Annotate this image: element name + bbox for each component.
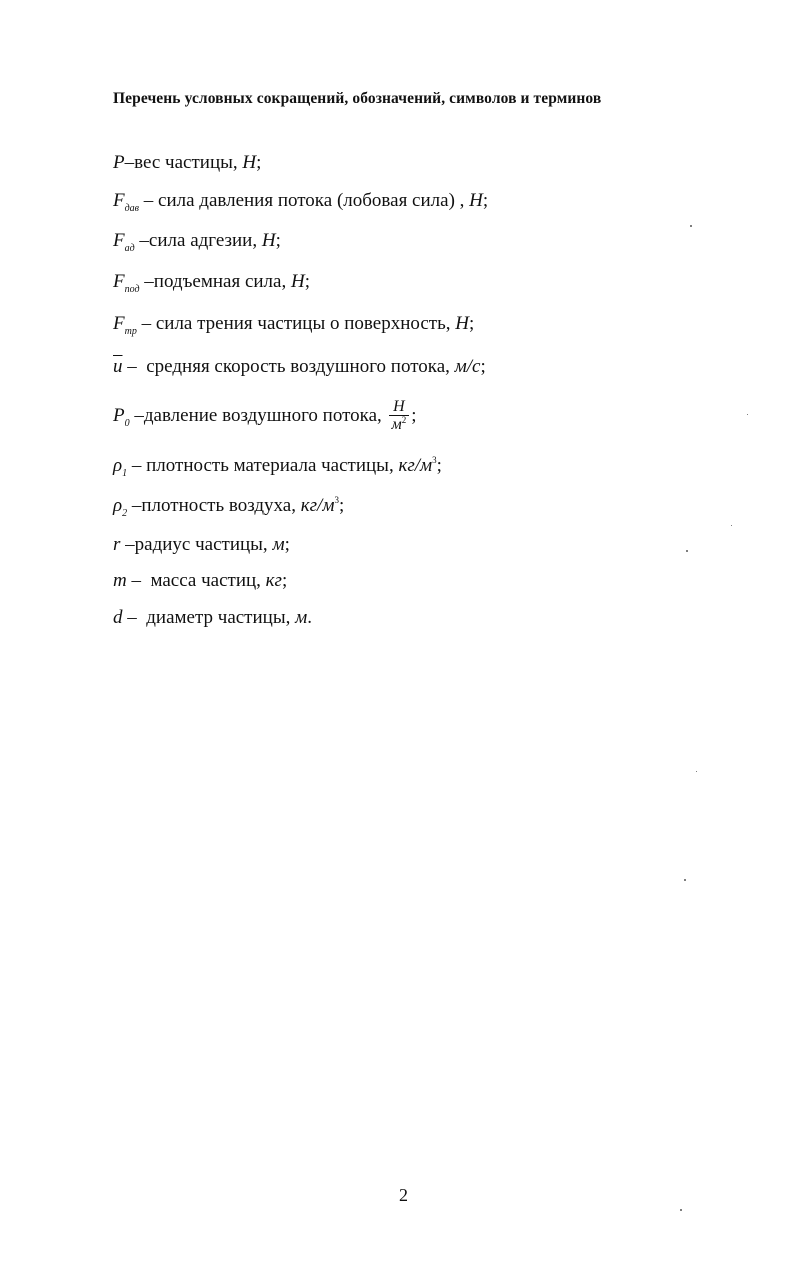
- subscript: 1: [122, 468, 128, 479]
- unit: кг: [265, 570, 282, 591]
- entry-mass: [113, 570, 287, 592]
- entry-mean-velocity: [113, 356, 486, 378]
- entry-lift-force: [113, 271, 310, 296]
- unit: кг/м: [398, 455, 433, 476]
- terminator: ;: [275, 230, 281, 251]
- unit: м: [295, 607, 308, 628]
- entry-adhesion-force: [113, 230, 281, 255]
- definition: сила давления потока (лобовая сила) ,: [158, 190, 465, 211]
- terminator: ;: [411, 404, 417, 426]
- unit: кг/м: [300, 495, 335, 516]
- definition: сила трения частицы о поверхность,: [155, 313, 451, 334]
- definition: плотность воздуха,: [141, 495, 296, 516]
- page-number: 2: [399, 1185, 408, 1205]
- terminator: ;: [480, 356, 486, 377]
- unit: H: [290, 271, 305, 292]
- scan-speck: [747, 414, 748, 415]
- definition: диаметр частицы,: [146, 607, 291, 628]
- scan-speck: [686, 550, 688, 552]
- subscript: под: [124, 284, 140, 295]
- dash: –: [131, 570, 141, 591]
- terminator: ;: [304, 271, 310, 292]
- symbol: ρ: [113, 495, 123, 516]
- subscript: тр: [124, 326, 137, 337]
- unit: м: [272, 534, 285, 555]
- scan-speck: [696, 771, 697, 772]
- unit: H: [469, 190, 483, 211]
- subscript: ад: [124, 243, 135, 254]
- unit: H: [261, 230, 276, 251]
- definition: сила адгезии,: [148, 230, 258, 251]
- symbol: F: [113, 271, 125, 292]
- entry-particle-density: [113, 455, 442, 480]
- entry-air-density: [113, 495, 344, 520]
- symbol: d: [113, 607, 123, 628]
- scan-speck: [690, 225, 692, 227]
- unit: H: [455, 313, 469, 334]
- subscript: 0: [124, 417, 130, 429]
- terminator: ;: [482, 190, 489, 211]
- definition: давление воздушного потока,: [143, 404, 382, 426]
- page-heading: Перечень условных сокращений, обозначений, символов и терминов: [113, 90, 602, 107]
- unit: H: [242, 152, 257, 173]
- definition: подъемная сила,: [153, 271, 287, 292]
- definition: радиус частицы,: [134, 534, 268, 555]
- terminator: ;: [436, 455, 442, 476]
- definition: плотность материала частицы,: [146, 455, 394, 476]
- symbol: r: [113, 534, 121, 555]
- dash: –: [139, 230, 149, 251]
- definition: масса частиц,: [150, 570, 261, 591]
- dash: –: [131, 495, 142, 516]
- definition: средняя скорость воздушного потока,: [146, 356, 450, 377]
- terminator: ;: [338, 495, 345, 516]
- entry-air-pressure: [113, 398, 417, 435]
- dash: –: [141, 313, 152, 334]
- dash: –: [134, 404, 144, 426]
- dash: –: [127, 356, 137, 377]
- terminator: .: [307, 607, 312, 628]
- symbol: $\overline{u}$: [113, 356, 123, 377]
- unit-denominator-base: м: [391, 416, 402, 433]
- terminator: ;: [256, 152, 262, 173]
- symbol: F: [113, 190, 125, 211]
- unit-denominator: [389, 416, 410, 435]
- terminator: ;: [281, 570, 288, 591]
- entry-diameter: [113, 607, 312, 629]
- unit-exponent: 2: [401, 415, 407, 425]
- symbol: P: [113, 404, 125, 426]
- entry-weight: [113, 152, 261, 174]
- dash: –: [124, 152, 135, 173]
- symbol: P: [113, 152, 125, 173]
- symbol: F: [113, 230, 125, 251]
- symbol: F: [113, 313, 125, 334]
- subscript: дав: [124, 203, 140, 214]
- unit-numerator: H: [389, 398, 410, 416]
- terminator: ;: [468, 313, 475, 334]
- dash: –: [125, 534, 135, 555]
- dash: –: [127, 607, 137, 628]
- dash: –: [143, 190, 154, 211]
- unit: м/с: [454, 356, 481, 377]
- dash: –: [131, 455, 142, 476]
- dash: –: [144, 271, 154, 292]
- scan-speck: [731, 525, 732, 526]
- scan-speck: [680, 1209, 682, 1211]
- symbol: ρ: [113, 455, 123, 476]
- definition: вес частицы,: [134, 152, 238, 173]
- terminator: ;: [284, 534, 290, 555]
- entry-friction-force: [113, 313, 474, 338]
- unit-exponent: 3: [432, 455, 437, 465]
- unit-fraction: [389, 398, 410, 435]
- unit-exponent: 3: [334, 495, 339, 505]
- symbol: m: [113, 570, 127, 591]
- entry-radius: [113, 534, 290, 556]
- entry-pressure-force: [113, 190, 488, 215]
- subscript: 2: [122, 508, 128, 519]
- scan-speck: [684, 879, 686, 881]
